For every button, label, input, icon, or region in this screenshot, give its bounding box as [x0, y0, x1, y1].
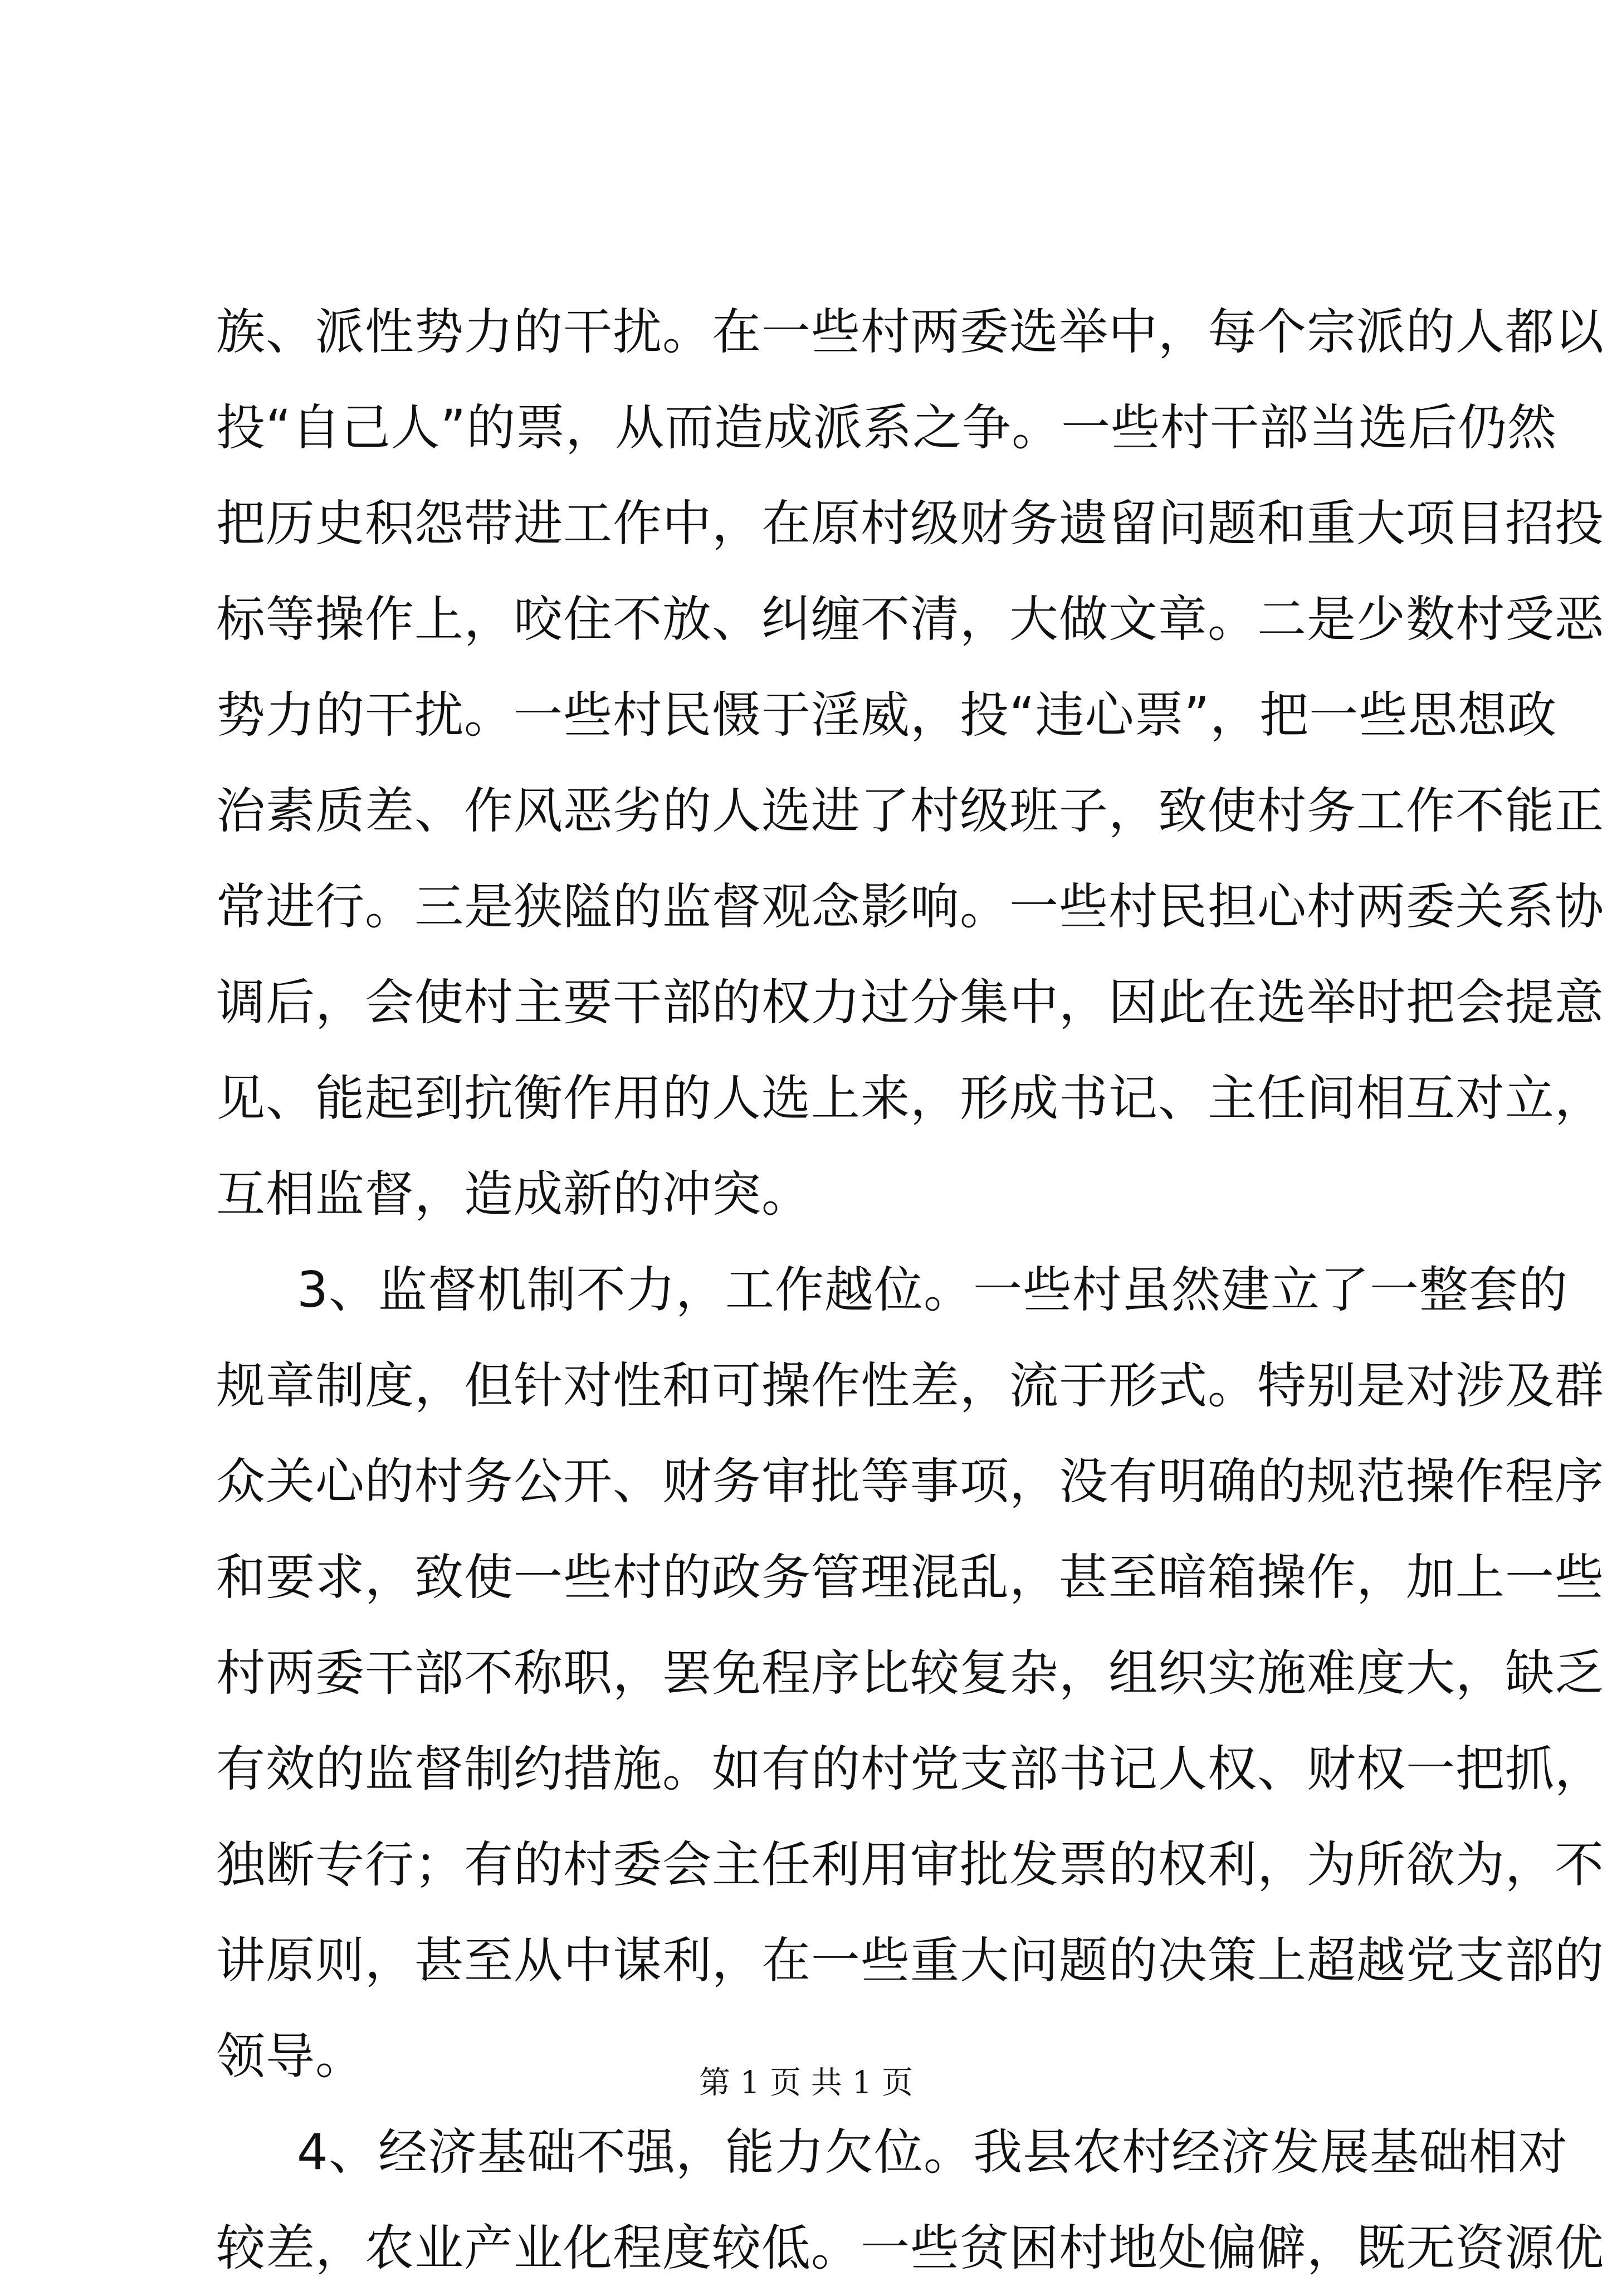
text-line: 势力的干扰。一些村民慑于淫威，投“违心票”，把一些思想政 [216, 686, 1557, 744]
page-footer: 第 1 页 共 1 页 [698, 2065, 914, 2101]
text-line: 互相监督，造成新的冲突。 [216, 1165, 812, 1223]
text-line: 领导。 [216, 2028, 365, 2085]
text-line: 治素质差、作风恶劣的人选进了村级班子，致使村务工作不能正 [216, 782, 1605, 839]
text-line: 较差，农业产业化程度较低。一些贫困村地处偏僻，既无资源优 [216, 2219, 1605, 2277]
text-line: 有效的监督制约措施。如有的村党支部书记人权、财权一把抓， [216, 1740, 1605, 1797]
text-line: 众关心的村务公开、财务审批等事项，没有明确的规范操作程序 [216, 1453, 1605, 1510]
paragraph-start-line: 4、经济基础不强，能力欠位。我县农村经济发展基础相对 [297, 2123, 1568, 2181]
text-line: 投“自己人”的票，从而造成派系之争。一些村干部当选后仍然 [216, 399, 1557, 456]
text-line: 见、能起到抗衡作用的人选上来，形成书记、主任间相互对立， [216, 1069, 1605, 1127]
text-line: 和要求，致使一些村的政务管理混乱，甚至暗箱操作，加上一些 [216, 1548, 1605, 1606]
text-line: 常进行。三是狭隘的监督观念影响。一些村民担心村两委关系协 [216, 878, 1605, 935]
text-line: 独断专行；有的村委会主任利用审批发票的权利，为所欲为，不 [216, 1836, 1605, 1893]
text-line: 标等操作上，咬住不放、纠缠不清，大做文章。二是少数村受恶 [216, 590, 1605, 648]
text-line: 讲原则，甚至从中谋利，在一些重大问题的决策上超越党支部的 [216, 1932, 1605, 1989]
text-line: 规章制度，但针对性和可操作性差，流于形式。特别是对涉及群 [216, 1357, 1605, 1414]
text-line: 村两委干部不称职，罢免程序比较复杂，组织实施难度大，缺乏 [216, 1644, 1605, 1702]
text-line: 调后，会使村主要干部的权力过分集中，因此在选举时把会提意 [216, 974, 1605, 1031]
text-line: 族、派性势力的干扰。在一些村两委选举中，每个宗派的人都以 [216, 303, 1605, 360]
document-body [216, 284, 1605, 2296]
text-line: 把历史积怨带进工作中，在原村级财务遗留问题和重大项目招投 [216, 495, 1605, 552]
paragraph-start-line: 3、监督机制不力，工作越位。一些村虽然建立了一整套的 [297, 1261, 1568, 1318]
